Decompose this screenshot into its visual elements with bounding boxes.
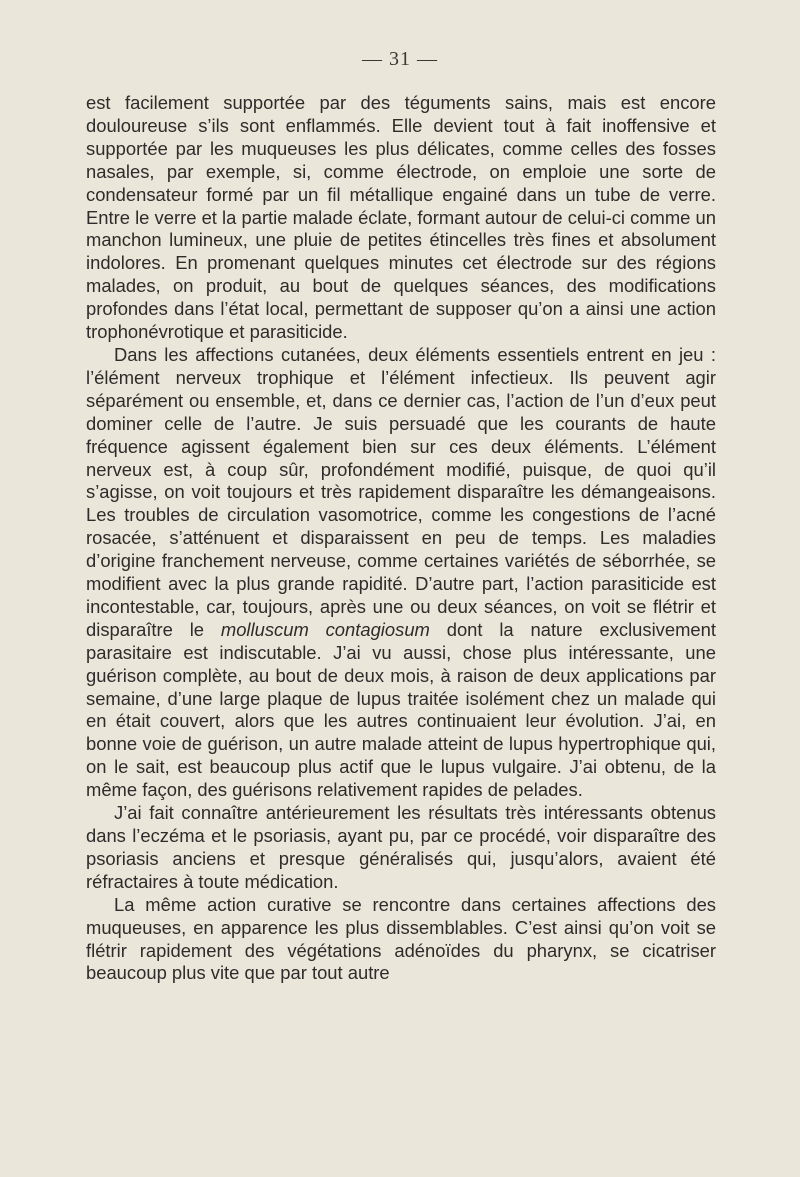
paragraph-text: J’ai fait connaître antérieurement les résultats très intéressants obtenus dans l’eczéma et le psoriasis, ayant pu, par ce procédé, voir disparaître des psoriasis anciens et presque généralisés qui, jusqu’alors, avaient été réfractaires à toute médication. xyxy=(86,802,716,892)
italic-term: molluscum contagiosum xyxy=(220,618,430,640)
paragraph-text: dont la nature exclusivement parasitaire est indiscutable. J’ai vu aussi, chose plus intéressante, une guérison complète, au bout de deux mois, à raison de deux applications par semaine, d’une large plaque de lupus traitée isolément chez un malade qui en était couvert, alors que les autres continuaient leur évolution. J’ai, en bonne voie de guérison, un autre malade atteint de lupus hypertrophique qui, on le sait, est beaucoup plus actif que le lupus vulgaire. J’ai obtenu, de la même façon, des guérisons relativement rapides de pelades. xyxy=(86,618,716,801)
paragraph-text: La même action curative se rencontre dans certaines affections des muqueuses, en apparence les plus dissemblables. C’est ainsi qu’on voit se flétrir rapidement des végétations adénoïdes du pharynx, se cicatriser beaucoup plus vite que par tout autre xyxy=(86,893,716,984)
page-number: — 31 — xyxy=(362,48,438,70)
paragraph-text: Dans les affections cutanées, deux éléments essentiels entrent en jeu : l’élément nerveux trophique et l’élément infectieux. Ils peuvent agir séparément ou ensemble, et, dans ce dernier cas, l’action de l’un d’eux peut dominer celle de l’autre. Je suis persuadé que les courants de haute fréquence agissent également bien sur ces deux éléments. L’élément nerveux est, à coup sûr, profondément modifié, puisque, de quoi qu’il s’agisse, on voit toujours et très rapidement disparaître les démangeaisons. Les troubles de circulation vasomotrice, comme les congestions de l’acné rosacée, s’atténuent et disparaissent en peu de temps. Les maladies d’origine franchement nerveuse, comme certaines variétés de séborrhée, se modifient avec la plus grande rapidité. D’autre part, l’action parasiticide est incontestable, car, toujours, après une ou deux séances, on voit se flétrir et disparaître le xyxy=(86,343,716,640)
body-text xyxy=(86,92,716,985)
paragraph-3 xyxy=(86,802,716,894)
paragraph-2 xyxy=(86,344,716,802)
paragraph-text: est facilement supportée par des téguments sains, mais est encore douloureuse s’ils sont enflammés. Elle devient tout à fait inoffensive et supportée par les muqueuses les plus délicates, comme celles des fosses nasales, par exemple, si, comme électrode, on emploie une sorte de condensateur formé par un fil métallique engainé dans un tube de verre. Entre le verre et la partie malade éclate, formant autour de celui-ci comme un manchon lumineux, une pluie de petites étincelles très fines et absolument indolores. En promenant quelques minutes cet électrode sur des régions malades, on produit, au bout de quelques séances, des modifications profondes dans l’état local, permettant de supposer qu’on a ainsi une action trophonévrotique et parasiticide. xyxy=(86,92,716,343)
paragraph-4 xyxy=(86,894,716,986)
paragraph-1 xyxy=(86,92,716,344)
